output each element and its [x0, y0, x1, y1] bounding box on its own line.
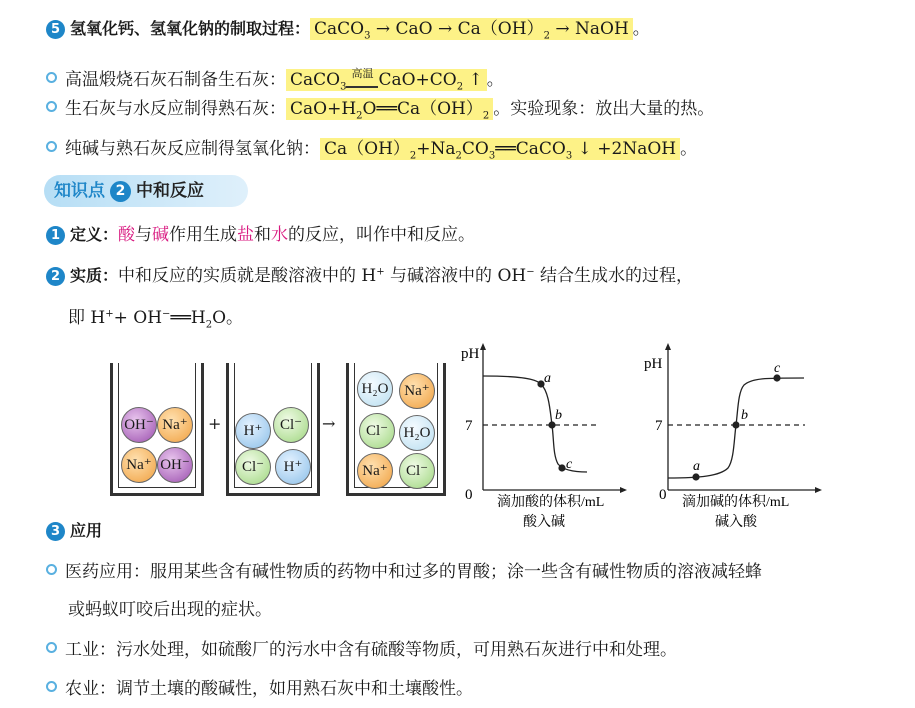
ion-oh: OH⁻	[121, 407, 157, 443]
point-b-label: b	[555, 408, 562, 423]
ion-oh: OH⁻	[157, 447, 193, 483]
section-5-title: 氢氧化钙、氢氧化钠的制取过程：	[70, 19, 311, 38]
ion-cl: Cl⁻	[359, 413, 395, 449]
point-c-label: c	[566, 457, 573, 472]
section-number-badge: 5	[46, 20, 65, 39]
x-axis-label: 滴加酸的体积/mL	[497, 495, 605, 510]
knowledge-number-badge: 2	[110, 181, 131, 202]
equation-slaked-lime: $CaO+H_2O══Ca(OH)_2$	[286, 98, 493, 120]
y-axis-label: pH	[644, 356, 663, 372]
beaker-mixed	[346, 363, 446, 496]
ion-h: H⁺	[275, 449, 311, 485]
molecule-h2o: H₂O	[399, 415, 435, 451]
definition-number-badge: 1	[46, 226, 65, 245]
equation-quicklime: CaCO$_3$高温 $CaO+CO_2$ ↑	[286, 69, 487, 91]
production-chain: CaCO$_3$ → CaO → $Ca(OH)_2$ → NaOH	[310, 18, 633, 40]
chart-base-into-acid	[640, 340, 840, 535]
origin-label: 0	[659, 487, 667, 503]
ion-cl: Cl⁻	[235, 449, 271, 485]
base-word: 碱	[152, 225, 170, 245]
essence-number-badge: 2	[46, 267, 65, 286]
x-axis-label: 滴加碱的体积/mL	[682, 495, 790, 510]
molecule-h2o: H₂O	[357, 371, 393, 407]
section-3-heading: 3 应用	[46, 519, 102, 543]
application-industry: 工业：污水处理，如硫酸厂的污水中含有硫酸等物质，可用熟石灰进行中和处理。	[46, 638, 677, 662]
section-3-number-badge: 3	[46, 522, 65, 541]
y-axis-label: pH	[461, 346, 480, 362]
point-a-label: a	[693, 459, 700, 474]
salt-word: 盐	[237, 225, 255, 245]
ion-na: Na⁺	[357, 453, 393, 489]
ion-na: Na⁺	[121, 447, 157, 483]
definition-line: 1 定义：酸与碱作用生成盐和水的反应，叫作中和反应。	[46, 223, 475, 247]
chart-title: 酸入碱	[523, 515, 565, 530]
section-5-heading: 5 氢氧化钙、氢氧化钠的制取过程： CaCO$_3$ → CaO → $Ca(OH)_2$ → NaOH 。	[46, 17, 650, 41]
application-medical-cont: 或蚂蚁叮咬后出现的症状。	[68, 600, 272, 620]
bullet-icon	[46, 642, 57, 653]
bullet-quicklime: 高温煅烧石灰石制备生石灰： CaCO$_3$高温 $CaO+CO_2$ ↑ 。	[46, 62, 504, 92]
bullet-slaked-lime: 生石灰与水反应制得熟石灰： $CaO+H_2O══Ca(OH)_2$ 。实验现象：放出大量的热。	[46, 97, 714, 121]
bullet-icon	[46, 681, 57, 692]
bullet-icon	[46, 564, 57, 575]
point-b-label: b	[741, 408, 748, 423]
ion-h: H⁺	[235, 413, 271, 449]
ion-na: Na⁺	[157, 407, 193, 443]
point-c-label: c	[774, 361, 781, 376]
ref-label: 7	[465, 418, 473, 434]
equation-naoh: $Ca(OH)_2+Na_2CO_3══CaCO_3$ ↓ +2NaOH	[320, 138, 680, 160]
bullet-icon	[46, 141, 57, 152]
chart-acid-into-base	[455, 340, 645, 535]
beaker-base	[110, 363, 204, 496]
ion-na: Na⁺	[399, 373, 435, 409]
ion-cl: Cl⁻	[399, 453, 435, 489]
bullet-icon	[46, 72, 57, 83]
application-agriculture: 农业：调节土壤的酸碱性，如用熟石灰中和土壤酸性。	[46, 677, 473, 701]
bullet-icon	[46, 101, 57, 112]
essence-equation: 即 $H^++ OH^-══H_2O$。	[68, 308, 244, 331]
point-a-label: a	[544, 371, 551, 386]
plus-sign: +	[208, 414, 222, 433]
chart-title: 碱入酸	[715, 515, 757, 530]
origin-label: 0	[465, 487, 473, 503]
point-c	[558, 464, 565, 471]
ion-cl: Cl⁻	[273, 407, 309, 443]
application-medical: 医药应用：服用某些含有碱性物质的药物中和过多的胃酸；涂一些含有碱性物质的溶液减轻蜂	[46, 560, 762, 584]
acid-word: 酸	[118, 225, 136, 245]
knowledge-point-tag: 知识点 2 中和反应	[44, 175, 248, 207]
ref-label: 7	[655, 418, 663, 434]
bullet-naoh: 纯碱与熟石灰反应制得氢氧化钠： $Ca(OH)_2+Na_2CO_3══CaCO_3$ ↓ +2NaOH 。	[46, 137, 697, 161]
beaker-acid	[226, 363, 320, 496]
water-word: 水	[271, 225, 289, 245]
essence-line: 2 实质：中和反应的实质就是酸溶液中的 H+ 与碱溶液中的 OH− 结合生成水的过程，	[46, 264, 693, 288]
point-b	[732, 421, 739, 428]
arrow-right: →	[322, 414, 336, 433]
point-a	[692, 473, 699, 480]
